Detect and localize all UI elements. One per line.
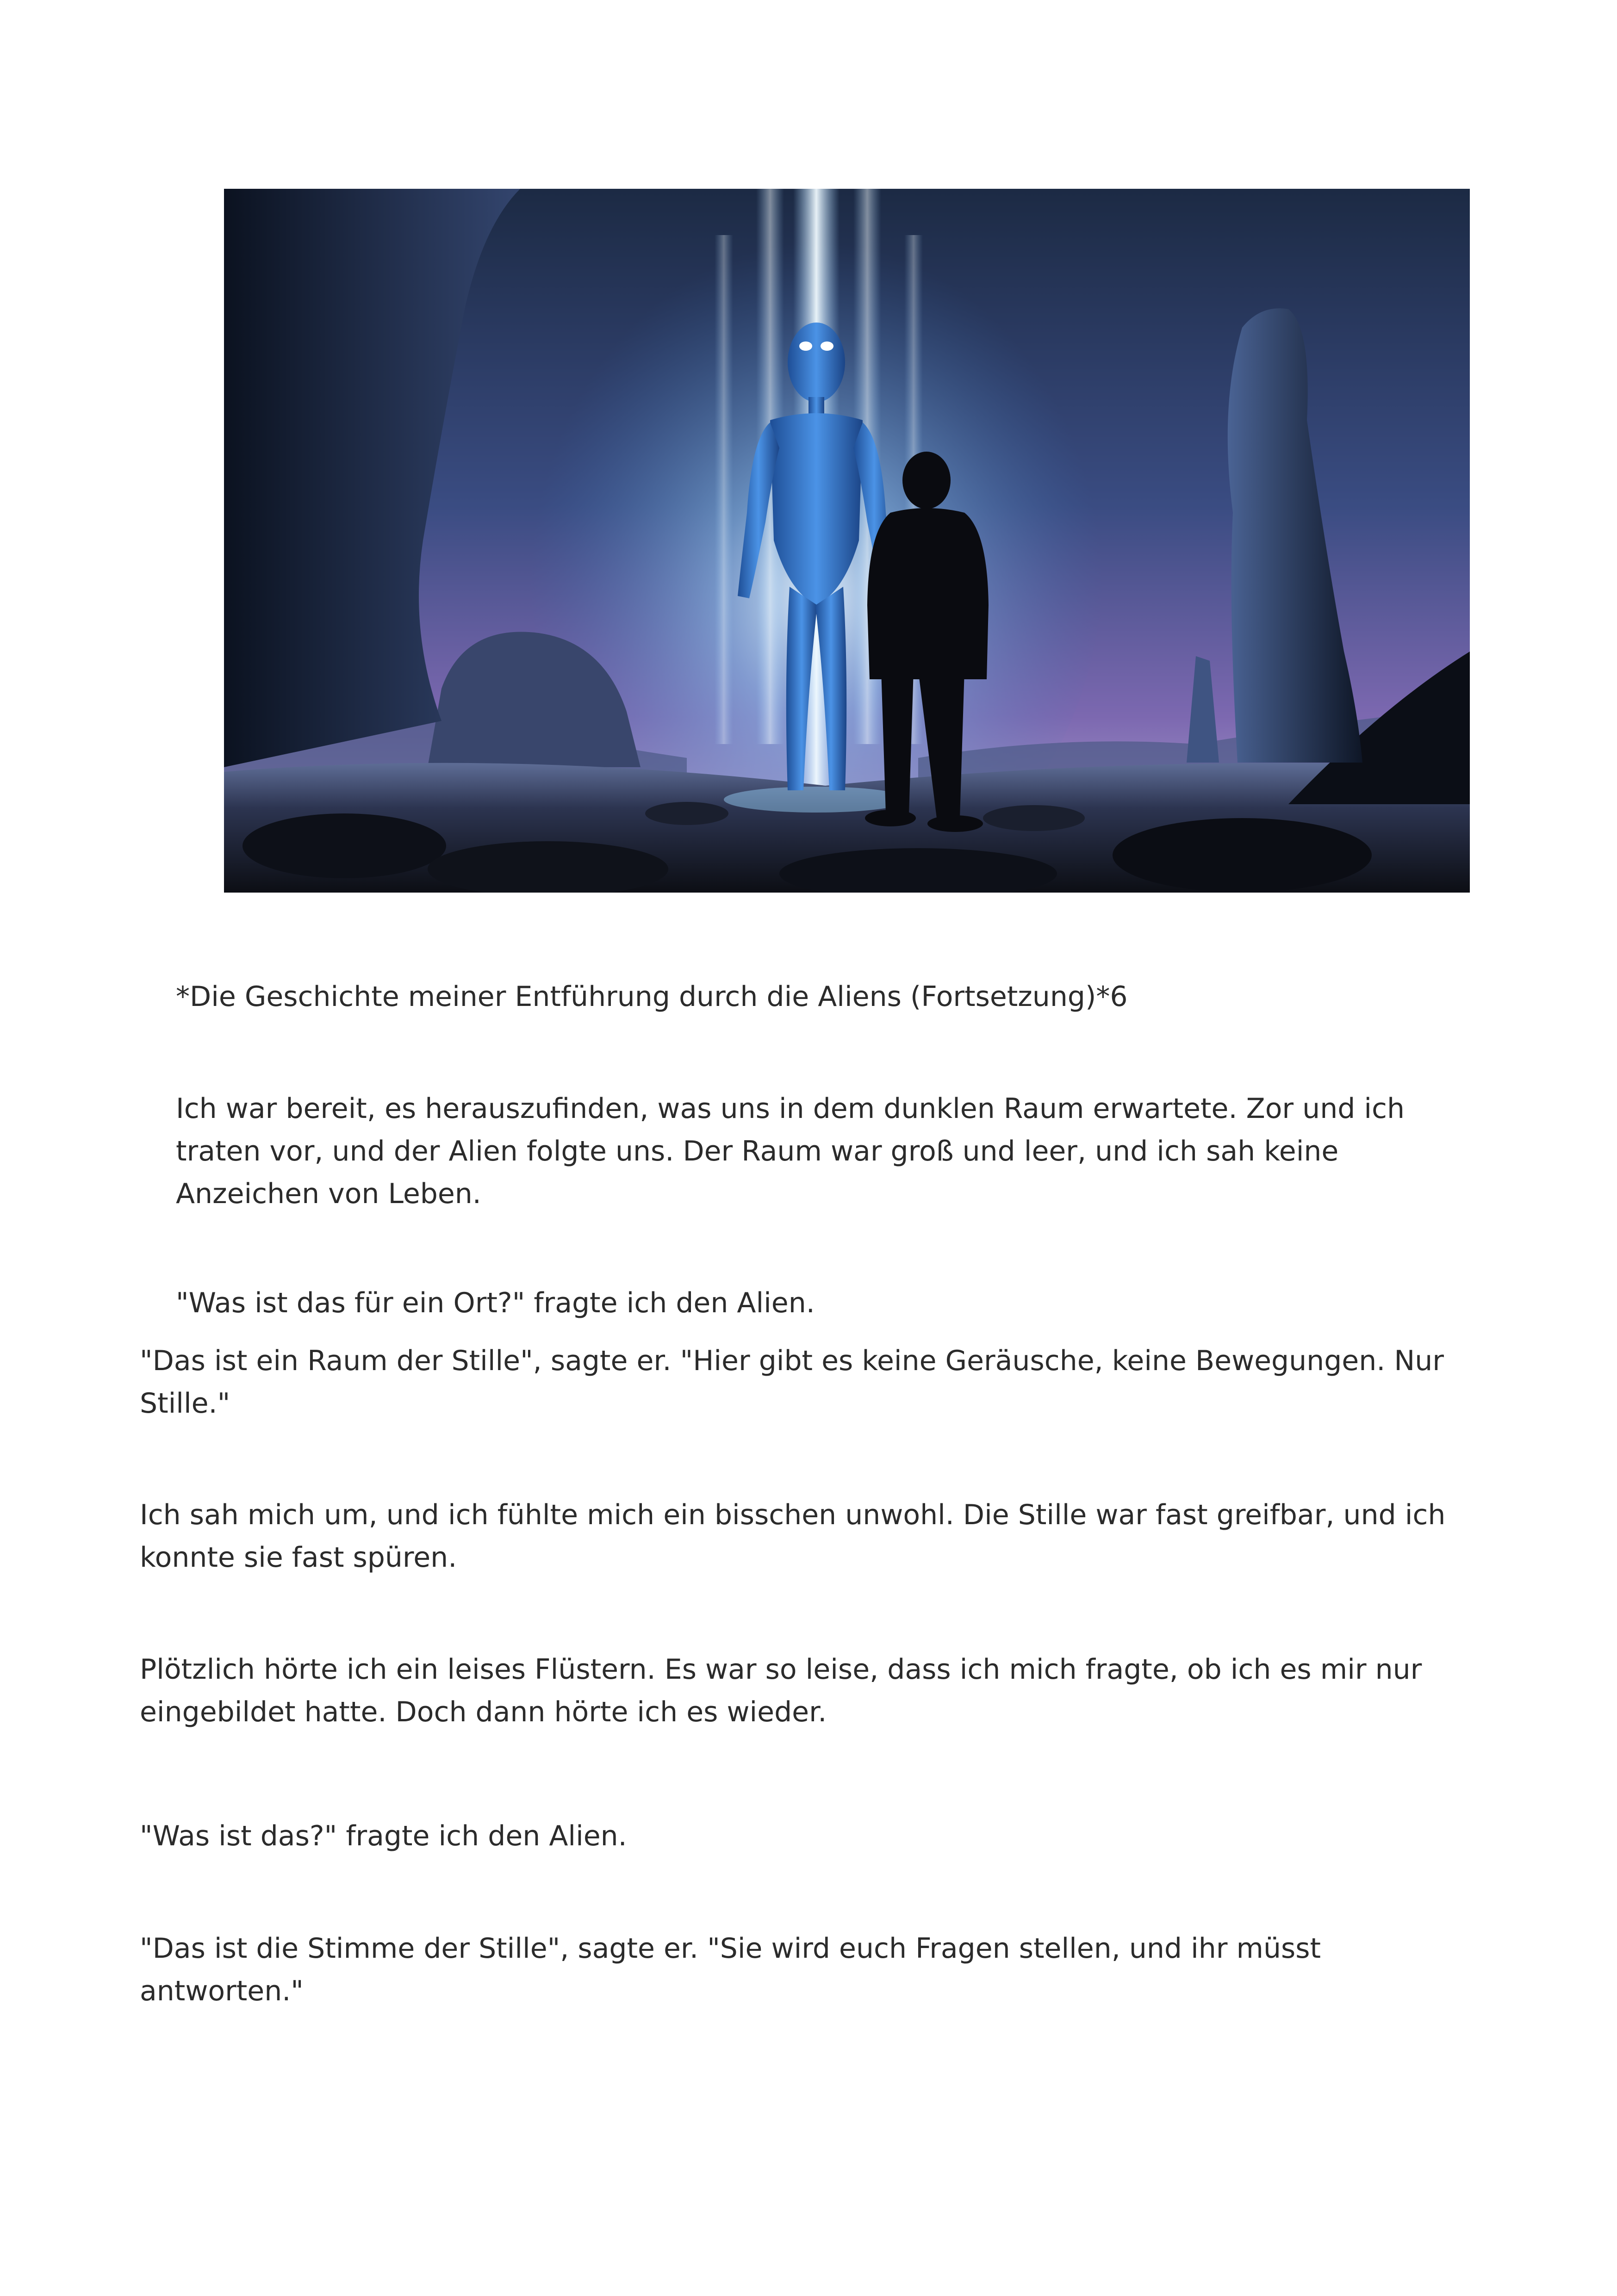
story-paragraph: "Das ist ein Raum der Stille", sagte er. "Hier gibt es keine Geräusche, keine Bewegungen. Nur Stille." [140, 1345, 1444, 1420]
story-illustration [224, 189, 1470, 893]
story-paragraph: "Das ist die Stimme der Stille", sagte er. "Sie wird euch Fragen stellen, und ihr müsst antworten." [140, 1932, 1321, 2007]
story-title: *Die Geschichte meiner Entführung durch die Aliens (Fortsetzung)*6 [176, 980, 1128, 1013]
story-paragraph: "Was ist das?" fragte ich den Alien. [140, 1820, 627, 1852]
story-paragraph: Ich sah mich um, und ich fühlte mich ein bisschen unwohl. Die Stille war fast greifbar, und ich konnte sie fast spüren. [140, 1499, 1446, 1574]
story-paragraph: "Was ist das für ein Ort?" fragte ich den Alien. [176, 1287, 815, 1319]
story-paragraph: Plötzlich hörte ich ein leises Flüstern. Es war so leise, dass ich mich fragte, ob ich es mir nur eingebildet hatte. Doch dann hörte ich es wieder. [140, 1653, 1422, 1728]
story-paragraph: Ich war bereit, es herauszufinden, was uns in dem dunklen Raum erwartete. Zor und ich traten vor, und der Alien folgte uns. Der Raum war groß und leer, und ich sah keine Anzeichen von Leben. [176, 1092, 1405, 1210]
